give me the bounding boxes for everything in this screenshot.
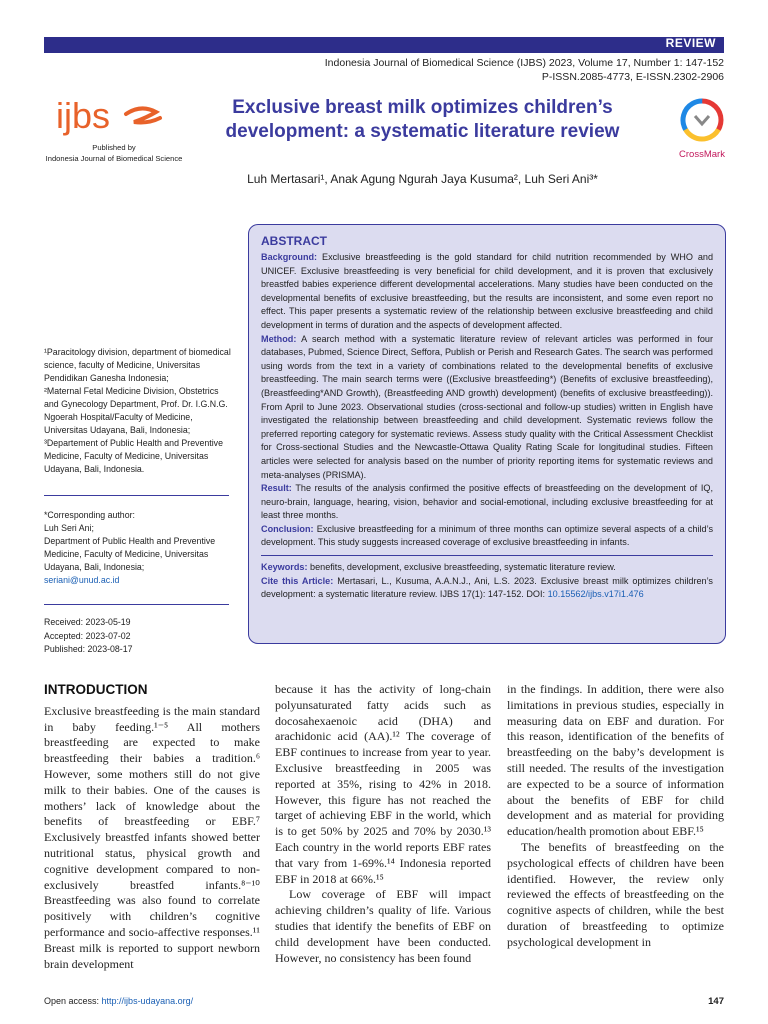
published-by: Published by Indonesia Journal of Biomedical Science <box>45 143 183 163</box>
abstract-keywords: Keywords: benefits, development, exclusive breastfeeding, systematic literature review. <box>261 562 616 573</box>
body-column-1 <box>44 682 260 972</box>
sidebar-divider <box>44 604 229 605</box>
received-date: Received: 2023-05-19 <box>44 617 131 627</box>
body-paragraph: The benefits of breastfeeding on the psychological effects of children have been identified. However, the review only reviewed the effects of breastfeeding on the cognitive aspects of children, while the best duration of breastfeeding to optimize psychological development in <box>507 839 724 949</box>
affiliation-1: ¹Paracitology division, department of biomedical science, faculty of Medicine, Universitas Pendidikan Ganesha Indonesia; <box>44 347 231 383</box>
body-paragraph: Low coverage of EBF will impact achieving children’s quality of life. Various studies that identify the benefits of EBF on child development have been conducted. However, no consistency has been found <box>275 887 491 965</box>
journal-url-link[interactable]: http://ijbs-udayana.org/ <box>101 996 194 1006</box>
body-paragraph: because it has the activity of long-chain polyunsaturated fatty acids such as docosahexaenoic acid (DHA) and arachidonic acid (AA).¹² The coverage of EBF continues to increase from year to year. Exclusive breastfeeding in 2005 was reported at 35%, rising to 42% in 2018. However, this figure has not reached the target of achieving EBF in the world, which is to get 50% by 2025 and 70% by 2030.¹³ Each country in the world reports EBF rates that vary from 1-69%.¹⁴ Indonesia reported EBF in 2018 at 66%.¹⁵ <box>275 682 491 886</box>
abstract-heading: ABSTRACT <box>261 234 327 248</box>
affiliation-3: ³Departement of Public Health and Preventive Medicine, Faculty of Medicine, Universitas Udayana, Bali, Indonesia. <box>44 438 223 474</box>
top-banner <box>44 37 724 53</box>
journal-line: Indonesia Journal of Biomedical Science (IJBS) 2023, Volume 17, Number 1: 147-152 <box>324 57 724 69</box>
article-dates <box>44 616 234 657</box>
body-column-3 <box>507 682 724 951</box>
footer-open-access: Open access: http://ijbs-udayana.org/ <box>44 996 194 1006</box>
body-column-2 <box>275 682 491 966</box>
accepted-date: Accepted: 2023-07-02 <box>44 630 131 641</box>
crossmark-icon <box>680 98 724 142</box>
abstract-text <box>261 251 713 602</box>
ijbs-logo <box>56 96 166 136</box>
author-list: Luh Mertasari¹, Anak Agung Ngurah Jaya Kusuma², Luh Seri Ani³* <box>247 172 598 186</box>
affiliation-2: ²Maternal Fetal Medicine Division, Obstetrics and Gynecology Department, Prof. Dr. I.G.N.G. Ngoerah Hospital/Faculty of Medicine, Universitas Udayana, Bali, Indonesia; <box>44 386 228 435</box>
cite-this-article: Cite this Article: Mertasari, L., Kusuma, A.A.N.J., Ani, L.S. 2023. Exclusive breast milk optimizes children’s development: a systematic literature review. IJBS 17(1): 147-152. DOI: 10.15562/ijbs.v17i1.476 <box>261 575 713 600</box>
doi-link[interactable]: 10.15562/ijbs.v17i1.476 <box>547 589 644 600</box>
abstract-conclusion: Conclusion: Exclusive breastfeeding for a minimum of three months can optimize several aspects of a child’s development. This study suggests increased coverage of exclusive breastfeeding in infants. <box>261 523 714 548</box>
article-type-label: REVIEW <box>665 36 716 50</box>
issn-line: P-ISSN.2085-4773, E-ISSN.2302-2906 <box>541 71 724 83</box>
abstract-method: Method: A search method with a systematic literature review of relevant articles was performed in four databases, Pubmed, Science Direct, Seffora, Publish or Perish and Research Gates. The search was performed using words from the text in a variety of combinations related to the developmental benefits of exclusive breastfeeding. The main search terms were ((Exclusive breastfeeding*) (Benefits of exclusive breastfeeding), (Breastfeeding*AND Growth), (Breastfeeding AND growth) development) (benefits of exclusive breastfeeding)). From April to June 2023. Observational studies (cross-sectional and follow-up studies) written in English have investigated the relationship between breastfeeding and child development. Systematic reviews follow the preferred reporting category for systematic reviews. Assess study quality with the Critical Assessment Checklist for Cross-sectional Studies and the Newcastle-Ottawa Quality Rating Scale for longitudinal studies. Fifteen articles were selected for analysis based on the number of priority reporting items for systematic reviews and meta-analyses (PRISMA). <box>261 333 713 480</box>
email-link[interactable]: seriani@unud.ac.id <box>44 575 120 585</box>
abstract-box <box>248 224 726 644</box>
affiliations <box>44 346 234 476</box>
abstract-background: Background: Exclusive breastfeeding is the gold standard for child nutrition recommended by WHO and UNICEF. Exclusive breastfeeding is very beneficial for child development, and it is proven that exclusively breastfed babies experience different developmental accelerations. Many studies have been conducted on the developmental benefits of exclusive breastfeeding, but the results are inconsistent, and some even report no effect. This paper presents a systematic review of the relationship between exclusive breastfeeding and child development in terms of duration and the aspects of development affected. <box>261 252 713 330</box>
abstract-divider <box>261 555 713 556</box>
article-title: Exclusive breast milk optimizes children’s development: a systematic literature review <box>225 97 620 142</box>
svg-text:ijbs: ijbs <box>56 96 111 136</box>
journal-info <box>325 56 724 84</box>
section-heading: INTRODUCTION <box>44 682 148 697</box>
body-paragraph: Exclusive breastfeeding is the main standard in baby feeding.¹⁻⁵ All mothers breastfeeding are expected to make breastfeeding their babies a tradition.⁶ However, some mothers still do not give milk to their babies. One of the causes is mothers’ lack of knowledge about the benefits of breastfeeding or EBF.⁷ Exclusively breastfed infants showed better nutritional status, physical growth and cognitive development compared to non-exclusively breastfed infants.⁸⁻¹⁰ Breastfeeding was also found to correlate positively with children’s cognitive performance and socio-affective responses.¹¹ Breast milk is reported to support newborn brain development <box>44 703 260 971</box>
abstract-result: Result: The results of the analysis confirmed the positive effects of breastfeeding on the development of IQ, neuro-brain, language, hearing, vision, behavior and social-emotional, including exclusive breastfeeding for at least three months. <box>261 483 713 521</box>
published-date: Published: 2023-08-17 <box>44 644 133 655</box>
crossmark-badge[interactable] <box>676 98 728 160</box>
sidebar-divider <box>44 495 229 496</box>
crossmark-label: CrossMark <box>679 149 725 160</box>
corresponding-author: *Corresponding author: Luh Seri Ani; Department of Public Health and Preventive Medicine, Faculty of Medicine, Universitas Udayana, Bali, Indonesia; seriani@unud.ac.id <box>44 509 234 587</box>
body-paragraph: in the findings. In addition, there were also limitations in previous studies, especially in measuring data on EBF and duration. For this reason, identification of the benefits of breastfeeding on the baby’s development is still needed. The results of the investigation are expected to be a source of information about the benefits of EBF for child development and as material for providing education/health promotion about EBF.¹⁵ <box>507 682 724 839</box>
page-number: 147 <box>708 996 724 1007</box>
